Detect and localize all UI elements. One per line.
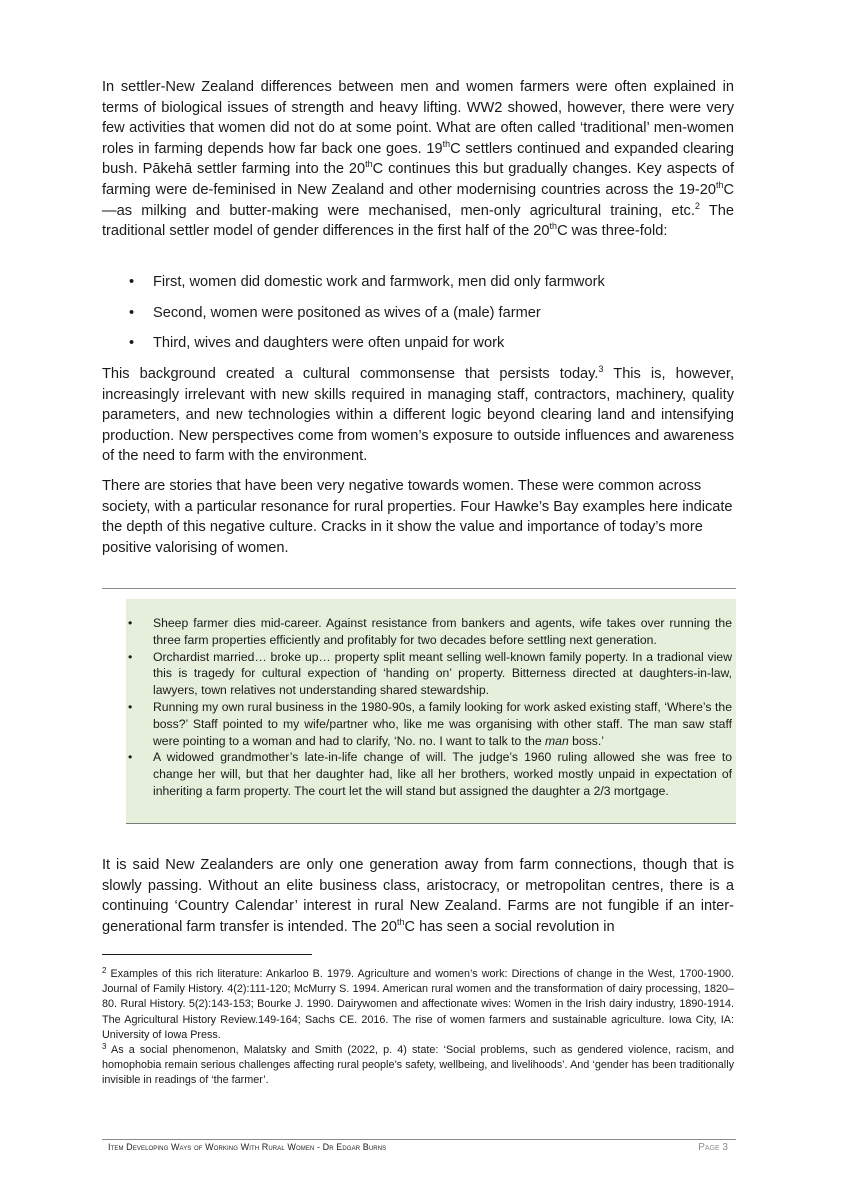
section-divider [102,588,736,589]
footnotes [102,967,734,1089]
bullet-icon: • [128,750,133,765]
list-item: • Orchardist married… broke up… property split meant selling well-known family poperty. In a tradional view this is tragedy for cultural expection of ‘handing on’ property. Bitterness directed at daughters-in-law, lawyers, town relatives not understanding shared stewardship. [128,649,732,698]
footnote-separator [102,954,312,955]
list-item: • Third, wives and daughters were often unpaid for work [102,333,734,364]
footer-title: Item Developing Ways of Working With Rural Women - Dr Edgar Burns [108,1142,387,1152]
page-footer [108,1142,728,1152]
list-item: • Running my own rural business in the 1980-90s, a family looking for work asked existing staff, ‘Where’s the boss?’ Staff pointed to my wife/partner who, like me was organising with other staff. The man saw staff were pointing to a woman and had to clarify, ‘No. no. I want to talk to the man boss.’ [128,699,732,748]
bullet-icon: • [128,649,133,664]
bullet-icon: • [129,274,135,290]
generation-paragraph: It is said New Zealanders are only one generation away from farm connections, though that is slowly passing. Without an elite business class, aristocracy, or metropolitan centres, there is a continuing ‘Country Calendar’ interest in rural New Zealand. Farms are not fungible if an inter-generational farm transfer is intended. The 20thC has seen a social revolution in [102,857,734,935]
bullet-icon: • [129,335,135,351]
list-item: • Second, women were positoned as wives of a (male) farmer [102,303,734,334]
intro-paragraph: In settler-New Zealand differences between men and women farmers were often explained in terms of biological issues of strength and heavy lifting. WW2 showed, however, there were very few activities that women did not do at some point. What are often called ‘traditional’ men-women roles in farming depends how far back one goes. 19thC settlers continued and expanded clearing bush. Pākehā settler farming into the 20thC continues this but gradually changes. Key aspects of farming were de-feminised in New Zealand and other modernising countries across the 19-20thC—as milking and butter-making were mechanised, men-only agricultural training, etc.$^2$ The traditional settler model of gender differences in the first half of the 20thC was three-fold: [102,79,735,240]
list-item: • First, women did domestic work and farmwork, men did only farmwork [102,272,734,303]
footnote-2: $^2$ Examples of this rich literature: Ankarloo B. 1979. Agriculture and women’s work: Directions of change in the West, 1700-1900. Journal of Family History. 4(2):111-120; McMurry S. 1994. American rural women and the transformation of dairy processing, 1820–80. Rural History. 5(2):143-153; Bourke J. 1990. Dairywomen and affectionate wives: Women in the Irish dairy industry, 1890-1914. The Agricultural History Review.149-164; Sachs CE. 2016. The rise of women farmers and sustainable agriculture. Iowa City, IA: University of Iowa Press. [102,966,734,1041]
list-item: • Sheep farmer dies mid-career. Against resistance from bankers and agents, wife takes over running the three farm properties efficiently and profitably for two decades before settling next generation. [128,616,732,647]
footnote-ref-2[interactable]: 2 [694,200,700,211]
list-item: • A widowed grandmother’s late-in-life change of will. The judge’s 1960 ruling allowed she was free to change her will, but that her daughter had, like all her brothers, worked mostly unpaid in expectation of inheriting a farm property. The court let the will stand but assigned the daughter a 2/3 mortgage. [128,750,732,798]
footnote-3: $^3$ As a social phenomenon, Malatsky and Smith (2022, p. 4) state: ‘Social problems, such as gendered violence, racism, and homophobia remain serious challenges affecting rural people’s safety, wellbeing, and livelihoods’. And ‘gender has been traditionally invisible in readings of ‘the farmer’. [102,1042,734,1087]
bullet-icon: • [128,699,133,714]
footer-divider [102,1139,736,1140]
bullet-icon: • [129,304,135,321]
gender-model-list [102,272,734,364]
footnote-ref-3[interactable]: 3 [598,364,604,374]
bullet-icon: • [128,616,133,630]
examples-box [126,599,736,824]
stories-paragraph: There are stories that have been very negative towards women. These were common across society, with a particular resonance for rural properties. Four Hawke’s Bay examples here indicate the depth of this negative culture. Cracks in it show the value and importance of today’s more positive valorising of women. [102,478,733,556]
commonsense-paragraph: This background created a cultural commonsense that persists today.$^3$ This is, however, increasingly irrelevant with new skills required in managing staff, contractors, machinery, quality parameters, and new technologies within a different logic beyond clearing land and intensifying production. New perspectives come from women’s exposure to outside influences and awareness of the need to farm with the environment. [102,364,734,465]
page-number: Page 3 [698,1142,728,1153]
